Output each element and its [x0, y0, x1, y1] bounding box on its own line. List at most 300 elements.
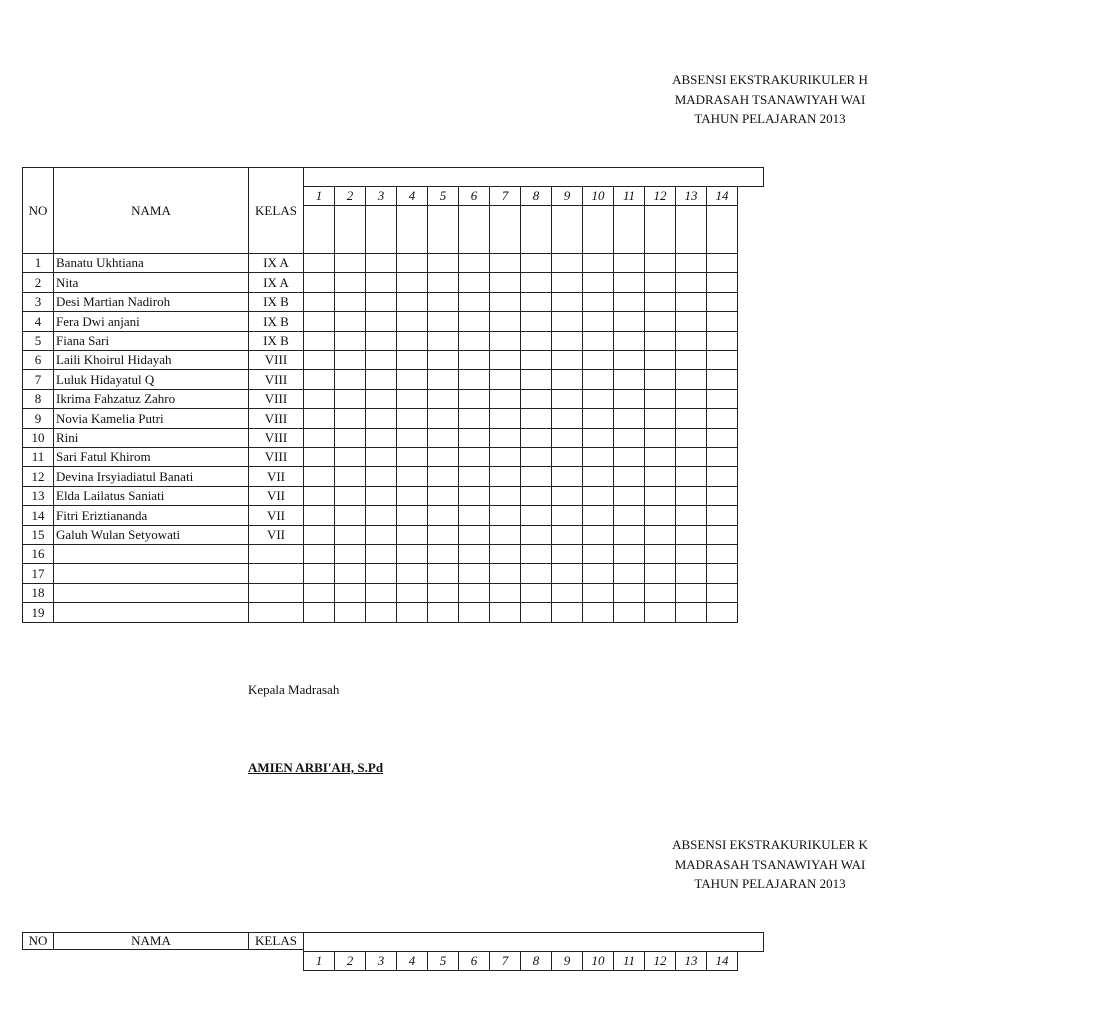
row-no: 4 [22, 311, 54, 332]
attendance-cell [458, 408, 490, 429]
attendance-cell [706, 466, 738, 487]
attendance-cell [613, 447, 645, 467]
attendance-cell [551, 292, 583, 312]
attendance-cell [582, 292, 614, 312]
attendance-cell [644, 292, 676, 312]
attendance-cell [706, 563, 738, 584]
row-kelas: VIII [248, 428, 304, 448]
header-days-band [303, 932, 764, 952]
attendance-cell [675, 311, 707, 332]
row-nama: Elda Lailatus Saniati [53, 486, 249, 506]
attendance-cell [334, 389, 366, 409]
attendance-cell [489, 505, 521, 526]
attendance-cell [365, 292, 397, 312]
day-number: 5 [427, 951, 459, 971]
attendance-cell [644, 253, 676, 273]
attendance-cell [458, 583, 490, 603]
attendance-cell [303, 505, 335, 526]
attendance-cell [675, 428, 707, 448]
attendance-cell [396, 486, 428, 506]
attendance-cell [303, 253, 335, 273]
attendance-cell [706, 350, 738, 370]
attendance-cell [365, 602, 397, 623]
attendance-cell [644, 311, 676, 332]
attendance-cell [520, 253, 552, 273]
attendance-cell [427, 505, 459, 526]
attendance-cell [303, 525, 335, 545]
attendance-cell [582, 563, 614, 584]
attendance-cell [458, 389, 490, 409]
row-nama: Nita [53, 272, 249, 293]
attendance-cell [706, 253, 738, 273]
attendance-cell [613, 272, 645, 293]
row-no: 16 [22, 544, 54, 564]
day-number: 13 [675, 951, 707, 971]
day-number: 6 [458, 186, 490, 206]
day-number: 9 [551, 186, 583, 206]
row-no: 11 [22, 447, 54, 467]
attendance-cell [458, 253, 490, 273]
attendance-cell [489, 311, 521, 332]
day-header-blank [489, 205, 521, 254]
attendance-cell [365, 331, 397, 351]
attendance-cell [489, 331, 521, 351]
attendance-cell [396, 563, 428, 584]
attendance-cell [396, 311, 428, 332]
attendance-cell [644, 583, 676, 603]
row-no: 15 [22, 525, 54, 545]
day-number: 4 [396, 951, 428, 971]
row-kelas [248, 544, 304, 564]
day-header-blank [551, 205, 583, 254]
attendance-cell [489, 292, 521, 312]
attendance-cell [303, 272, 335, 293]
attendance-cell [613, 331, 645, 351]
attendance-cell [365, 408, 397, 429]
attendance-cell [706, 602, 738, 623]
attendance-cell [396, 408, 428, 429]
day-header-blank [582, 205, 614, 254]
row-no: 8 [22, 389, 54, 409]
attendance-cell [303, 447, 335, 467]
attendance-cell [396, 389, 428, 409]
attendance-cell [613, 389, 645, 409]
attendance-cell [582, 389, 614, 409]
attendance-cell [644, 525, 676, 545]
attendance-cell [644, 563, 676, 584]
attendance-cell [644, 505, 676, 526]
attendance-cell [582, 525, 614, 545]
row-no: 14 [22, 505, 54, 526]
row-kelas: VII [248, 525, 304, 545]
attendance-cell [396, 466, 428, 487]
attendance-cell [489, 525, 521, 545]
attendance-cell [644, 447, 676, 467]
attendance-cell [520, 563, 552, 584]
header-kelas: KELAS [248, 167, 304, 254]
row-no: 7 [22, 369, 54, 390]
row-nama: Ikrima Fahzatuz Zahro [53, 389, 249, 409]
attendance-cell [489, 563, 521, 584]
attendance-cell [706, 292, 738, 312]
attendance-cell [396, 369, 428, 390]
attendance-cell [334, 525, 366, 545]
row-kelas: IX A [248, 272, 304, 293]
attendance-cell [458, 350, 490, 370]
attendance-cell [644, 544, 676, 564]
attendance-cell [489, 583, 521, 603]
row-nama: Rini [53, 428, 249, 448]
attendance-cell [458, 428, 490, 448]
attendance-cell [303, 292, 335, 312]
header-nama: NAMA [53, 932, 249, 950]
attendance-cell [582, 583, 614, 603]
attendance-cell [675, 331, 707, 351]
attendance-cell [613, 563, 645, 584]
attendance-cell [365, 350, 397, 370]
attendance-cell [520, 369, 552, 390]
attendance-cell [396, 447, 428, 467]
row-nama: Laili Khoirul Hidayah [53, 350, 249, 370]
attendance-cell [334, 544, 366, 564]
attendance-cell [675, 408, 707, 429]
attendance-cell [520, 272, 552, 293]
attendance-cell [427, 311, 459, 332]
attendance-cell [489, 428, 521, 448]
day-number: 12 [644, 951, 676, 971]
attendance-cell [582, 253, 614, 273]
attendance-cell [551, 602, 583, 623]
attendance-cell [365, 447, 397, 467]
attendance-cell [334, 350, 366, 370]
attendance-cell [427, 369, 459, 390]
attendance-cell [551, 525, 583, 545]
row-no: 13 [22, 486, 54, 506]
attendance-cell [613, 544, 645, 564]
attendance-cell [427, 389, 459, 409]
attendance-cell [551, 253, 583, 273]
attendance-cell [489, 602, 521, 623]
attendance-cell [520, 602, 552, 623]
row-kelas: VII [248, 505, 304, 526]
attendance-cell [675, 350, 707, 370]
attendance-cell [675, 583, 707, 603]
day-number: 4 [396, 186, 428, 206]
attendance-cell [365, 253, 397, 273]
attendance-cell [644, 428, 676, 448]
attendance-cell [520, 525, 552, 545]
attendance-cell [675, 525, 707, 545]
attendance-cell [706, 447, 738, 467]
day-header-blank [303, 205, 335, 254]
row-kelas: IX A [248, 253, 304, 273]
attendance-cell [613, 408, 645, 429]
attendance-cell [613, 505, 645, 526]
attendance-cell [706, 428, 738, 448]
attendance-cell [675, 563, 707, 584]
day-number: 7 [489, 951, 521, 971]
day-number: 8 [520, 951, 552, 971]
day-header-blank [706, 205, 738, 254]
attendance-cell [334, 369, 366, 390]
title-line-3: TAHUN PELAJARAN 2013 [694, 111, 846, 126]
attendance-cell [334, 311, 366, 332]
attendance-cell [334, 408, 366, 429]
attendance-cell [334, 447, 366, 467]
attendance-cell [613, 350, 645, 370]
row-no: 3 [22, 292, 54, 312]
attendance-cell [675, 447, 707, 467]
day-header-blank [520, 205, 552, 254]
attendance-cell [396, 272, 428, 293]
header-kelas: KELAS [248, 932, 304, 950]
attendance-cell [644, 602, 676, 623]
attendance-cell [582, 466, 614, 487]
attendance-cell [551, 311, 583, 332]
attendance-cell [303, 602, 335, 623]
row-kelas: IX B [248, 292, 304, 312]
attendance-cell [706, 544, 738, 564]
attendance-cell [706, 311, 738, 332]
attendance-cell [427, 563, 459, 584]
attendance-cell [427, 350, 459, 370]
attendance-cell [675, 466, 707, 487]
attendance-cell [613, 369, 645, 390]
attendance-cell [396, 525, 428, 545]
attendance-cell [334, 331, 366, 351]
attendance-cell [520, 486, 552, 506]
day-header-blank [675, 205, 707, 254]
row-nama: Galuh Wulan Setyowati [53, 525, 249, 545]
attendance-cell [551, 369, 583, 390]
day-header-blank [396, 205, 428, 254]
attendance-cell [613, 525, 645, 545]
attendance-cell [303, 563, 335, 584]
day-header-blank [644, 205, 676, 254]
attendance-cell [582, 408, 614, 429]
attendance-cell [582, 486, 614, 506]
day-number: 2 [334, 186, 366, 206]
attendance-cell [303, 486, 335, 506]
attendance-cell [365, 369, 397, 390]
attendance-cell [458, 602, 490, 623]
row-no: 12 [22, 466, 54, 487]
attendance-cell [551, 583, 583, 603]
attendance-cell [458, 331, 490, 351]
attendance-cell [303, 408, 335, 429]
day-number: 7 [489, 186, 521, 206]
attendance-cell [551, 563, 583, 584]
attendance-cell [427, 292, 459, 312]
attendance-cell [551, 331, 583, 351]
row-nama [53, 544, 249, 564]
title2-line-1: ABSENSI EKSTRAKURIKULER K [672, 837, 868, 852]
day-header-blank [365, 205, 397, 254]
attendance-cell [396, 505, 428, 526]
day-header-blank [427, 205, 459, 254]
day-number: 3 [365, 951, 397, 971]
attendance-cell [551, 272, 583, 293]
header-no: NO [22, 932, 54, 950]
day-number: 10 [582, 186, 614, 206]
attendance-cell [675, 505, 707, 526]
day-number: 3 [365, 186, 397, 206]
attendance-cell [365, 428, 397, 448]
attendance-cell [582, 544, 614, 564]
attendance-cell [489, 544, 521, 564]
row-no: 6 [22, 350, 54, 370]
attendance-cell [489, 486, 521, 506]
attendance-cell [303, 466, 335, 487]
attendance-cell [520, 331, 552, 351]
attendance-cell [520, 350, 552, 370]
attendance-cell [303, 350, 335, 370]
attendance-cell [427, 544, 459, 564]
attendance-cell [396, 292, 428, 312]
day-number: 10 [582, 951, 614, 971]
attendance-cell [365, 525, 397, 545]
attendance-cell [458, 563, 490, 584]
attendance-cell [613, 466, 645, 487]
attendance-cell [520, 292, 552, 312]
attendance-cell [334, 583, 366, 603]
attendance-cell [520, 389, 552, 409]
attendance-cell [551, 408, 583, 429]
attendance-cell [396, 428, 428, 448]
attendance-cell [458, 466, 490, 487]
attendance-cell [427, 428, 459, 448]
attendance-cell [458, 525, 490, 545]
row-kelas: VIII [248, 350, 304, 370]
row-kelas: VII [248, 486, 304, 506]
attendance-cell [551, 505, 583, 526]
attendance-cell [427, 602, 459, 623]
attendance-cell [706, 505, 738, 526]
attendance-cell [303, 331, 335, 351]
signature-name: AMIEN ARBI'AH, S.Pd [248, 760, 384, 775]
attendance-cell [582, 350, 614, 370]
day-number: 12 [644, 186, 676, 206]
attendance-cell [582, 311, 614, 332]
attendance-cell [644, 331, 676, 351]
attendance-cell [582, 272, 614, 293]
attendance-cell [334, 466, 366, 487]
attendance-cell [551, 544, 583, 564]
attendance-cell [489, 389, 521, 409]
day-header-blank [334, 205, 366, 254]
attendance-cell [427, 525, 459, 545]
attendance-cell [303, 583, 335, 603]
attendance-cell [489, 447, 521, 467]
day-number: 1 [303, 951, 335, 971]
day-number: 6 [458, 951, 490, 971]
row-nama: Fiana Sari [53, 331, 249, 351]
attendance-cell [675, 272, 707, 293]
attendance-cell [520, 428, 552, 448]
attendance-cell [551, 428, 583, 448]
attendance-cell [396, 602, 428, 623]
row-nama: Banatu Ukhtiana [53, 253, 249, 273]
attendance-cell [427, 272, 459, 293]
attendance-cell [644, 389, 676, 409]
attendance-cell [458, 311, 490, 332]
attendance-cell [675, 369, 707, 390]
attendance-cell [551, 350, 583, 370]
day-number: 13 [675, 186, 707, 206]
attendance-cell [427, 583, 459, 603]
day-number: 8 [520, 186, 552, 206]
attendance-cell [334, 505, 366, 526]
attendance-cell [489, 408, 521, 429]
attendance-cell [334, 563, 366, 584]
attendance-cell [675, 486, 707, 506]
row-no: 1 [22, 253, 54, 273]
header-nama: NAMA [53, 167, 249, 254]
row-no: 17 [22, 563, 54, 584]
day-number: 14 [706, 186, 738, 206]
attendance-cell [334, 292, 366, 312]
signature-title: Kepala Madrasah [248, 682, 340, 697]
attendance-cell [644, 486, 676, 506]
day-number: 5 [427, 186, 459, 206]
row-kelas [248, 602, 304, 623]
attendance-cell [458, 486, 490, 506]
row-kelas [248, 563, 304, 584]
day-number: 14 [706, 951, 738, 971]
attendance-cell [365, 272, 397, 293]
attendance-cell [334, 272, 366, 293]
attendance-cell [520, 544, 552, 564]
attendance-cell [365, 311, 397, 332]
attendance-cell [396, 544, 428, 564]
attendance-cell [396, 331, 428, 351]
attendance-cell [675, 602, 707, 623]
row-nama: Luluk Hidayatul Q [53, 369, 249, 390]
attendance-cell [706, 331, 738, 351]
attendance-cell [582, 447, 614, 467]
attendance-cell [582, 369, 614, 390]
attendance-cell [489, 466, 521, 487]
attendance-cell [706, 408, 738, 429]
attendance-cell [613, 583, 645, 603]
attendance-cell [520, 505, 552, 526]
attendance-cell [551, 389, 583, 409]
row-no: 19 [22, 602, 54, 623]
row-nama: Fitri Eriztiananda [53, 505, 249, 526]
attendance-cell [365, 505, 397, 526]
attendance-cell [489, 369, 521, 390]
attendance-cell [706, 272, 738, 293]
title2-line-2: MADRASAH TSANAWIYAH WAI [674, 857, 866, 872]
attendance-cell [582, 331, 614, 351]
attendance-cell [520, 466, 552, 487]
attendance-cell [458, 272, 490, 293]
title-line-2: MADRASAH TSANAWIYAH WAI [674, 92, 866, 107]
attendance-cell [489, 272, 521, 293]
attendance-cell [334, 253, 366, 273]
attendance-cell [520, 311, 552, 332]
attendance-cell [582, 505, 614, 526]
attendance-cell [613, 428, 645, 448]
attendance-cell [427, 408, 459, 429]
attendance-cell [427, 253, 459, 273]
attendance-cell [396, 583, 428, 603]
day-number: 9 [551, 951, 583, 971]
attendance-cell [365, 583, 397, 603]
row-nama [53, 563, 249, 584]
row-nama: Sari Fatul Khirom [53, 447, 249, 467]
row-nama [53, 583, 249, 603]
